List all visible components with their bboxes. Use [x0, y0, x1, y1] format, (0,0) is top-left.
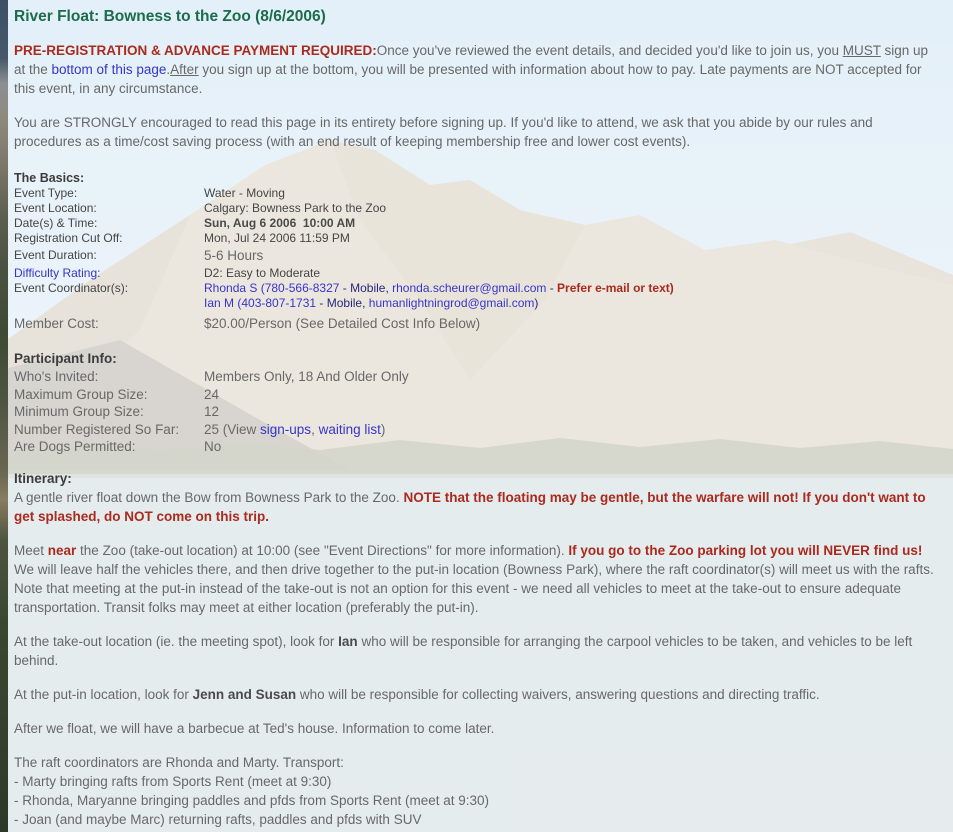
event-type-value [204, 186, 941, 201]
text-run: At the put-in location, look for [14, 686, 193, 702]
itinerary-overview [14, 488, 941, 526]
difficulty-rating-label[interactable]: Difficulty Rating: [14, 266, 101, 280]
text-run: near [47, 542, 77, 558]
rhonda-coordinator-link[interactable]: Rhonda S (780-566-8327 [204, 281, 340, 295]
text-run: Jenn and Susan [192, 686, 297, 702]
max-group-size-row [14, 386, 941, 404]
text-run: Water - Moving [204, 186, 285, 200]
min-group-size-value-line [204, 403, 941, 421]
text-run: NOTE that the floating may be gentle, but the warfare will not! If you don't want to get splashed, do NOT come on this trip. [14, 489, 926, 524]
who-invited-value-line [204, 368, 941, 386]
event-coordinators-label: Event Coordinator(s): [14, 281, 129, 295]
min-group-size-label: Minimum Group Size: [14, 404, 144, 419]
take-out-contact [14, 632, 941, 670]
dogs-permitted-row [14, 438, 941, 456]
text-run: MUST [842, 43, 881, 58]
text-run: ) [534, 296, 539, 310]
rhonda-email-link[interactable]: rhonda.scheurer@gmail.com [392, 281, 547, 295]
text-run: sign up at the [14, 43, 929, 77]
event-duration-value-line [204, 246, 941, 266]
text-run: - Mobile, [316, 296, 369, 310]
bottom-of-page-link[interactable]: bottom of this page [51, 62, 167, 77]
event-location-value-line [204, 201, 941, 216]
difficulty-rating-value-line [204, 266, 941, 281]
event-type-row [14, 186, 941, 201]
event-location-row [14, 201, 941, 216]
registration-cutoff-row [14, 231, 941, 246]
event-coordinators-value-line [204, 281, 941, 296]
registration-cutoff-label: Registration Cut Off: [14, 231, 123, 245]
number-registered-value [204, 421, 941, 439]
text-run: - Rhonda, Maryanne bringing paddles and pfds from Sports Rent (meet at 9:30) [14, 792, 490, 808]
text-run: At the take-out location (ie. the meeting spot), look for [14, 633, 339, 649]
difficulty-rating-row [14, 266, 941, 281]
put-in-contact [14, 685, 941, 704]
text-run: 24 [204, 386, 220, 402]
dogs-permitted-label: Are Dogs Permitted: [14, 439, 136, 454]
text-run: 5-6 Hours [204, 248, 264, 263]
number-registered-value-line [204, 421, 941, 439]
text-run: you sign up at the bottom, you will be presented with information about how to pay. Late payments are NOT accepted for this event, in any circumstance. [14, 62, 922, 96]
ian-email-link[interactable]: humanlightningrod@gmail.com [368, 296, 535, 310]
notice-paragraph: You are STRONGLY encouraged to read this page in its entirety before signing up. If you'd like to attend, we ask that you abide by our rules and procedures as a time/cost saving process (with an end result of keeping membership free and lower cost events). [14, 115, 873, 149]
barbecue-note [14, 719, 941, 738]
sign-ups-link[interactable]: sign-ups [260, 421, 312, 437]
participant-section [14, 368, 941, 456]
number-registered-row [14, 421, 941, 439]
text-run: . [166, 62, 171, 77]
dogs-permitted-value-line [204, 438, 941, 456]
member-cost-row [14, 314, 941, 334]
text-run: The raft coordinators are Rhonda and Marty. Transport: [14, 754, 344, 770]
text-run: A gentle river float down the Bow from Bowness Park to the Zoo. [14, 489, 404, 505]
text-run: - [546, 281, 558, 295]
text-run: 25 (View [204, 421, 261, 437]
text-run: No [204, 439, 222, 454]
text-run: - Marty bringing rafts from Sports Rent (meet at 9:30) [14, 773, 332, 789]
member-cost-label: Member Cost: [14, 316, 99, 331]
date-time-value [204, 216, 941, 231]
event-coordinators-row [14, 281, 941, 311]
min-group-size-value [204, 403, 941, 421]
who-invited-label: Who's Invited: [14, 369, 99, 384]
basics-header: The Basics: [14, 171, 85, 185]
min-group-size-row [14, 403, 941, 421]
text-run: who will be responsible for arranging the carpool vehicles to be taken, and vehicles to be left behind. [14, 633, 913, 668]
text-run: Prefer e-mail or text) [557, 281, 674, 295]
event-coordinators-value-line [204, 296, 941, 311]
text-run: who will be responsible for collecting waivers, answering questions and directing traffic. [296, 686, 820, 702]
who-invited-value [204, 368, 941, 386]
waiting-list-link[interactable]: waiting list [318, 421, 381, 437]
text-run: D2: Easy to Moderate [204, 266, 321, 280]
text-run: - Joan (and maybe Marc) returning rafts, paddles and pfds with SUV [14, 811, 422, 827]
text-run: ) [380, 421, 386, 437]
event-duration-label: Event Duration: [14, 248, 97, 262]
event-coordinators-value [204, 281, 941, 311]
text-run: , [311, 421, 319, 437]
text-run: We will leave half the vehicles there, and then drive together to the put-in location (Bowness Park), where the raft coordinator(s) will meet us with the rafts. Note that meeting at the put-in instead of the take-out is not an option for this event - we need all vehicles to meet at the take-out to ensure adequate transportation. Transit folks may meet at either location (preferably the put-in). [14, 561, 934, 615]
meeting-instructions [14, 541, 941, 617]
text-run: Mon, Jul 24 2006 11:59 PM [204, 231, 350, 245]
text-run: Once you've reviewed the event details, and decided you'd like to join us, you [376, 43, 843, 58]
event-location-value [204, 201, 941, 216]
date-time-row [14, 216, 941, 231]
transport-list [14, 753, 941, 829]
basics-section [14, 186, 941, 334]
text-run: After we float, we will have a barbecue at Ted's house. Information to come later. [14, 720, 495, 736]
event-type-label: Event Type: [14, 186, 78, 200]
max-group-size-value [204, 386, 941, 404]
itinerary-header: Itinerary: [14, 470, 72, 486]
member-cost-value-line [204, 314, 941, 334]
difficulty-rating-value [204, 266, 941, 281]
ian-coordinator-link[interactable]: Ian M (403-807-1731 [204, 296, 317, 310]
registration-cutoff-value-line [204, 231, 941, 246]
pre-registration-warning: PRE-REGISTRATION & ADVANCE PAYMENT REQUIRED: [14, 43, 377, 58]
who-invited-row [14, 368, 941, 386]
number-registered-label: Number Registered So Far: [14, 421, 180, 437]
itinerary-section [14, 488, 941, 829]
intro-paragraph [14, 41, 941, 98]
text-run: the Zoo (take-out location) at 10:00 (see "Event Directions" for more information). [76, 542, 569, 558]
event-page [8, 0, 953, 832]
date-time-label: Date(s) & Time: [14, 216, 98, 230]
text-run: Ian [338, 633, 358, 649]
text-run: After [170, 62, 199, 77]
member-cost-value [204, 314, 941, 334]
event-type-value-line [204, 186, 941, 201]
left-photo-strip [0, 0, 8, 832]
event-duration-value [204, 246, 941, 266]
text-run: $20.00/Person (See Detailed Cost Info Below) [204, 316, 481, 331]
event-location-label: Event Location: [14, 201, 97, 215]
text-run: Calgary: Bowness Park to the Zoo [204, 201, 387, 215]
participant-header: Participant Info: [14, 351, 117, 366]
text-run: 12 [204, 404, 220, 419]
max-group-size-value-line [204, 386, 941, 404]
registration-cutoff-value [204, 231, 941, 246]
text-run: - Mobile, [339, 281, 393, 295]
text-run: Sun, Aug 6 2006 10:00 AM [204, 216, 356, 230]
date-time-value-line [204, 216, 941, 231]
text-run: Meet [14, 542, 48, 558]
text-run: If you go to the Zoo parking lot you will NEVER find us! [568, 542, 923, 558]
max-group-size-label: Maximum Group Size: [14, 386, 148, 402]
dogs-permitted-value [204, 438, 941, 456]
page-title: River Float: Bowness to the Zoo (8/6/2006) [14, 8, 326, 25]
text-run: Members Only, 18 And Older Only [204, 369, 409, 384]
event-duration-row [14, 246, 941, 266]
